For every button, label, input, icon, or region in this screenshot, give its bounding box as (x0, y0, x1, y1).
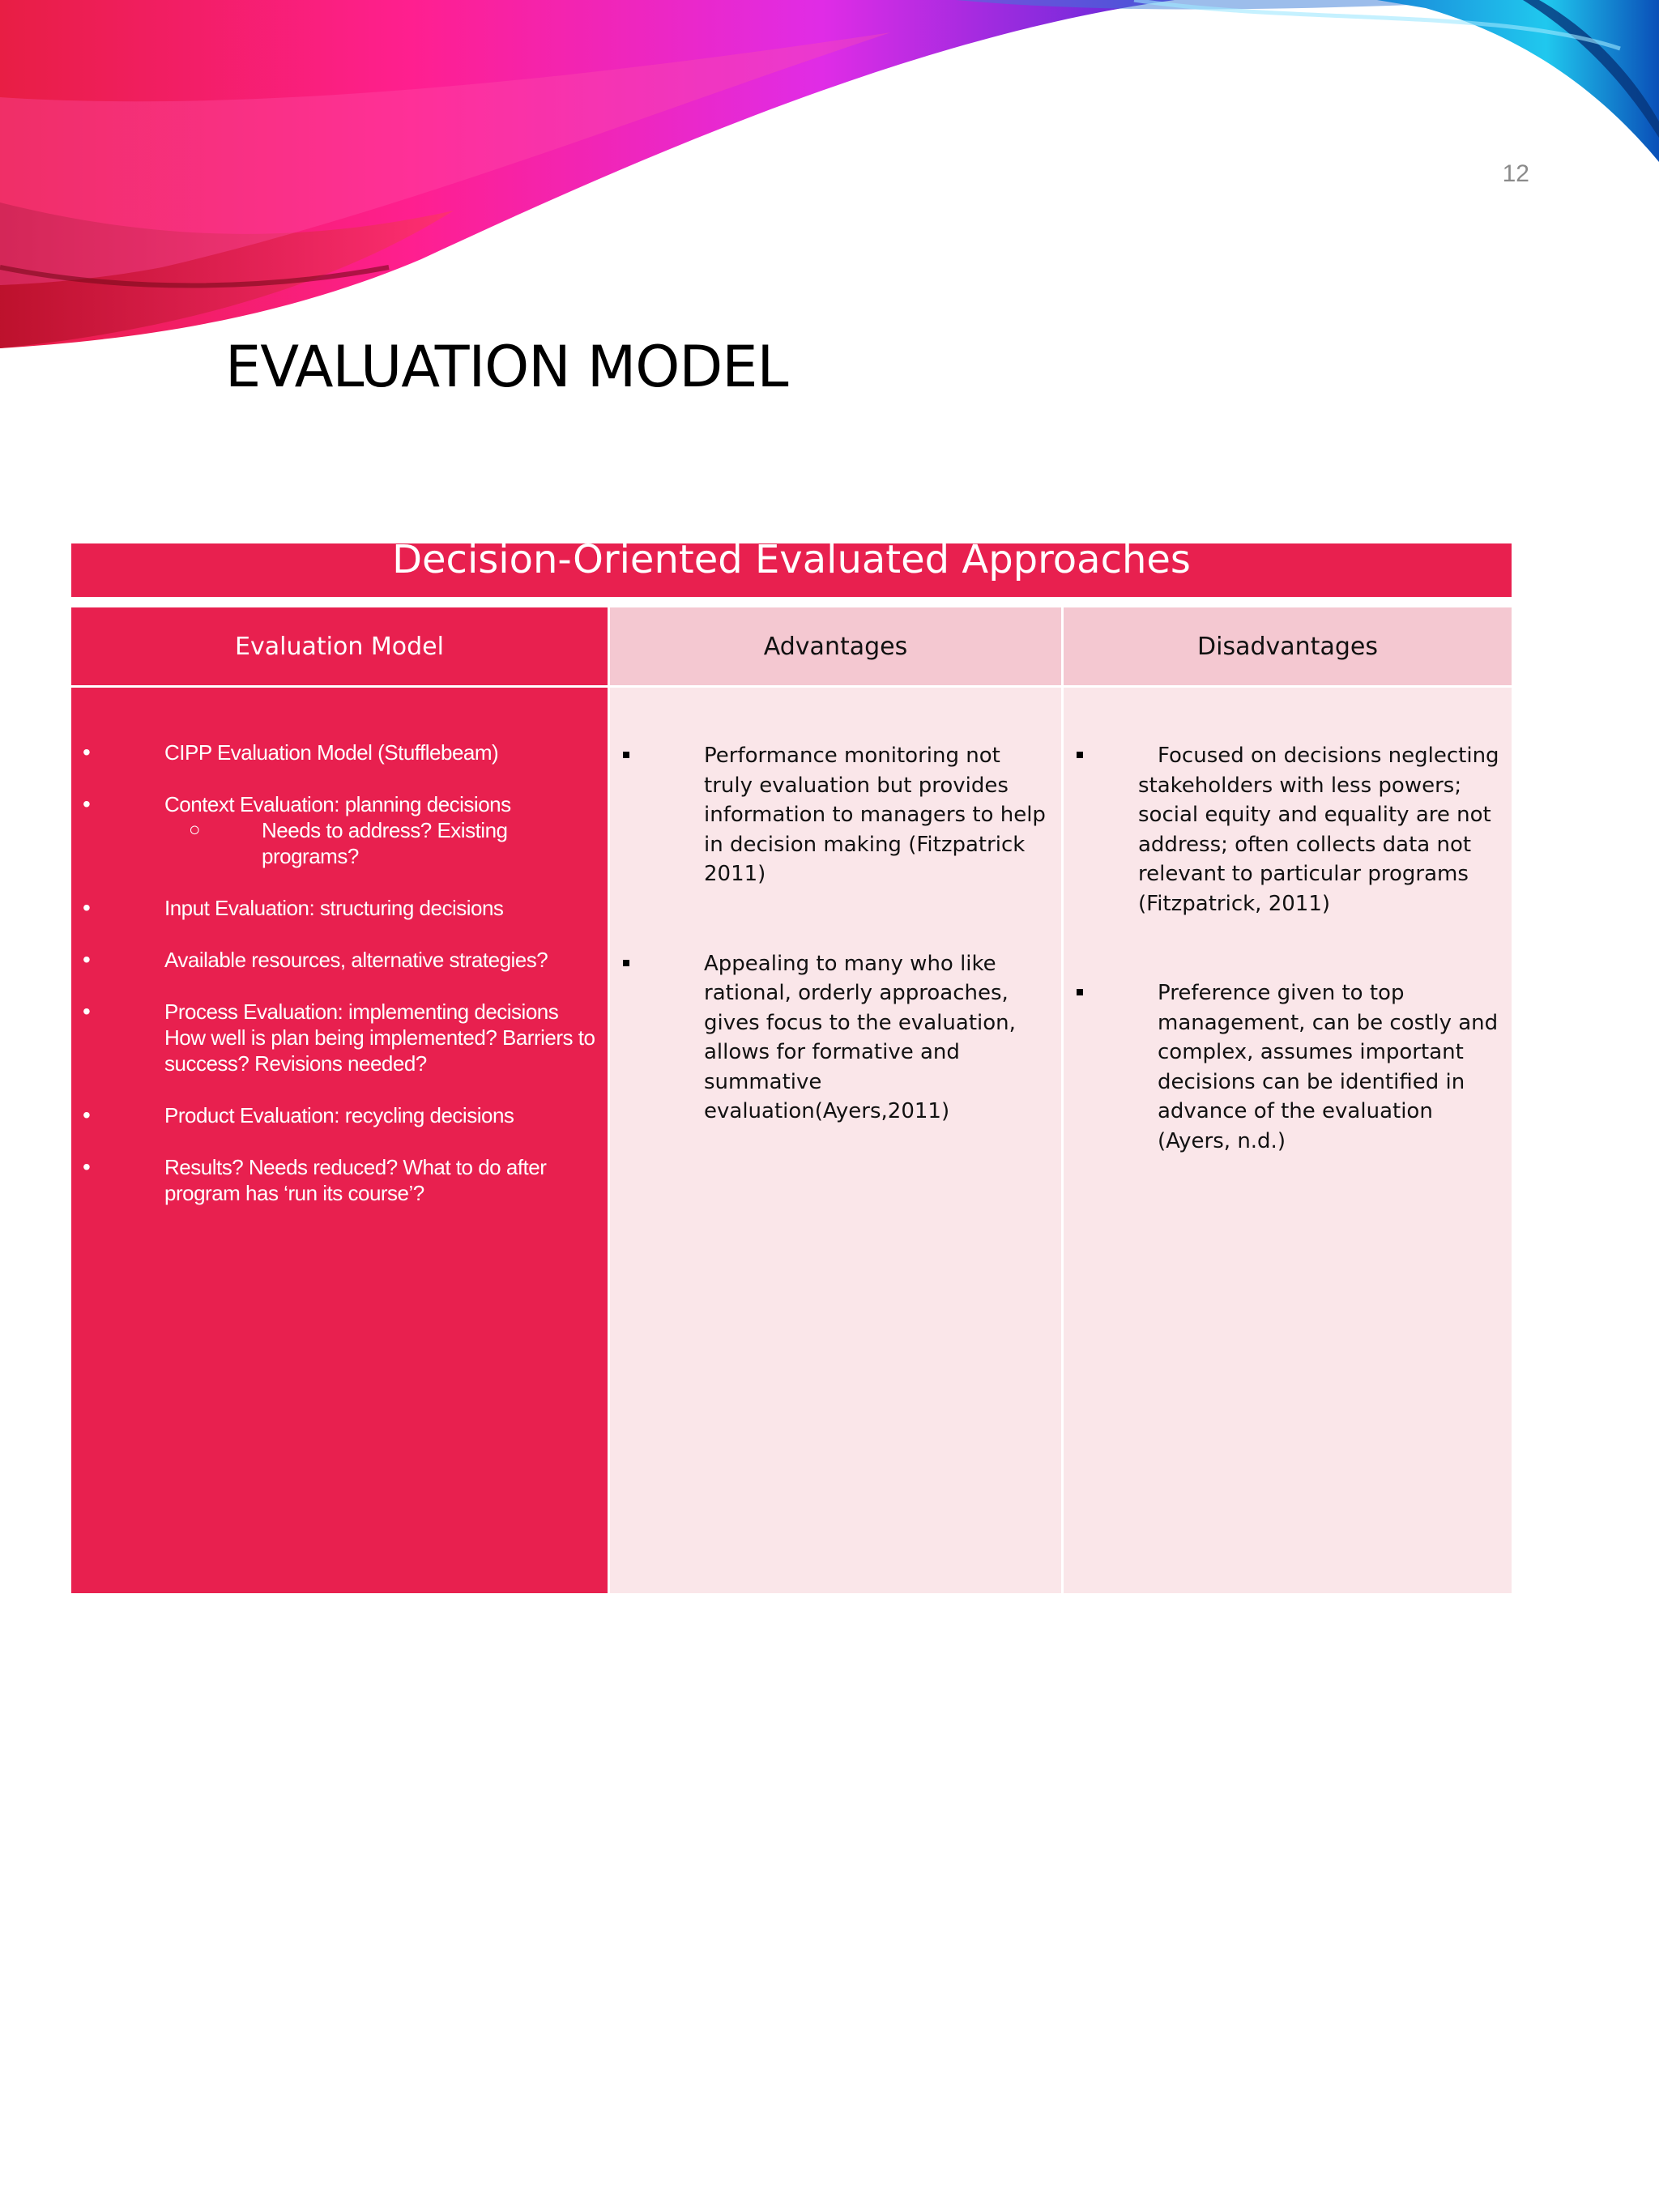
list-item (610, 949, 1053, 1127)
header-evaluation-model: Evaluation Model (71, 607, 608, 685)
square-bullet-icon (623, 960, 629, 966)
square-bullet-icon (623, 752, 629, 758)
slide-title: EVALUATION MODEL (225, 334, 788, 400)
disadvantages-list (1064, 741, 1503, 1156)
advantages-column (610, 688, 1061, 1593)
advantage-text: Appealing to many who like rational, orderly approaches, gives focus to the evaluation, allows for formative and summative evaluation(Ayers,2011) (704, 951, 1016, 1123)
table-banner-title: Decision-Oriented Evaluated Approaches (392, 537, 1191, 582)
model-item-text: Input Evaluation: structuring decisions (164, 896, 504, 920)
bullet-icon: • (83, 1102, 91, 1127)
list-item (71, 1154, 599, 1206)
model-item-text: Product Evaluation: recycling decisions (164, 1103, 514, 1127)
disadvantages-column (1064, 688, 1512, 1593)
bullet-icon: • (83, 999, 91, 1024)
model-item-text: Results? Needs reduced? What to do after program has ‘run its course’? (164, 1155, 547, 1205)
list-item (71, 947, 599, 973)
advantages-list (610, 741, 1053, 1127)
model-column (71, 688, 608, 1593)
list-item (71, 1102, 599, 1128)
model-item-text: Process Evaluation: implementing decisions How well is plan being implemented? Barriers to success? Revisions needed? (164, 999, 595, 1076)
decorative-swoosh-graphic (0, 0, 1659, 373)
header-advantages: Advantages (610, 607, 1061, 685)
square-bullet-icon (1077, 989, 1083, 995)
square-bullet-icon (1077, 752, 1083, 758)
model-list (71, 739, 599, 1206)
circle-bullet-icon: ○ (189, 819, 200, 841)
list-item (71, 791, 599, 869)
bullet-icon: • (83, 791, 91, 816)
header-disadvantages: Disadvantages (1064, 607, 1512, 685)
disadvantage-text: Preference given to top management, can be costly and complex, assumes important decisions can be identified in advance of the evaluation (Ayers, n.d.) (1158, 981, 1499, 1153)
list-item (71, 895, 599, 921)
page-number: 12 (1502, 160, 1529, 187)
list-item (1064, 978, 1503, 1156)
model-item-text: Context Evaluation: planning decisions (164, 792, 511, 816)
sub-item-text: Needs to address? Existing programs? (262, 818, 508, 868)
advantage-text: Performance monitoring not truly evaluation but provides information to managers to help in decision making (Fitzpatrick 2011) (704, 744, 1046, 886)
sub-list-item (164, 817, 599, 869)
bullet-icon: • (83, 739, 91, 765)
table-banner (71, 537, 1512, 597)
bullet-icon: • (83, 895, 91, 920)
list-item (71, 999, 599, 1076)
disadvantage-text: Focused on decisions neglecting stakeholders with less powers; social equity and equality are not address; often collects data not relevant to particular programs (Fitzpatrick, 2011) (1138, 744, 1499, 916)
model-item-text: CIPP Evaluation Model (Stufflebeam) (164, 740, 499, 765)
list-item (610, 741, 1053, 889)
model-item-text: Available resources, alternative strategies? (164, 948, 548, 972)
list-item (71, 739, 599, 765)
list-item (1064, 741, 1503, 918)
bullet-icon: • (83, 1154, 91, 1179)
bullet-icon: • (83, 947, 91, 972)
